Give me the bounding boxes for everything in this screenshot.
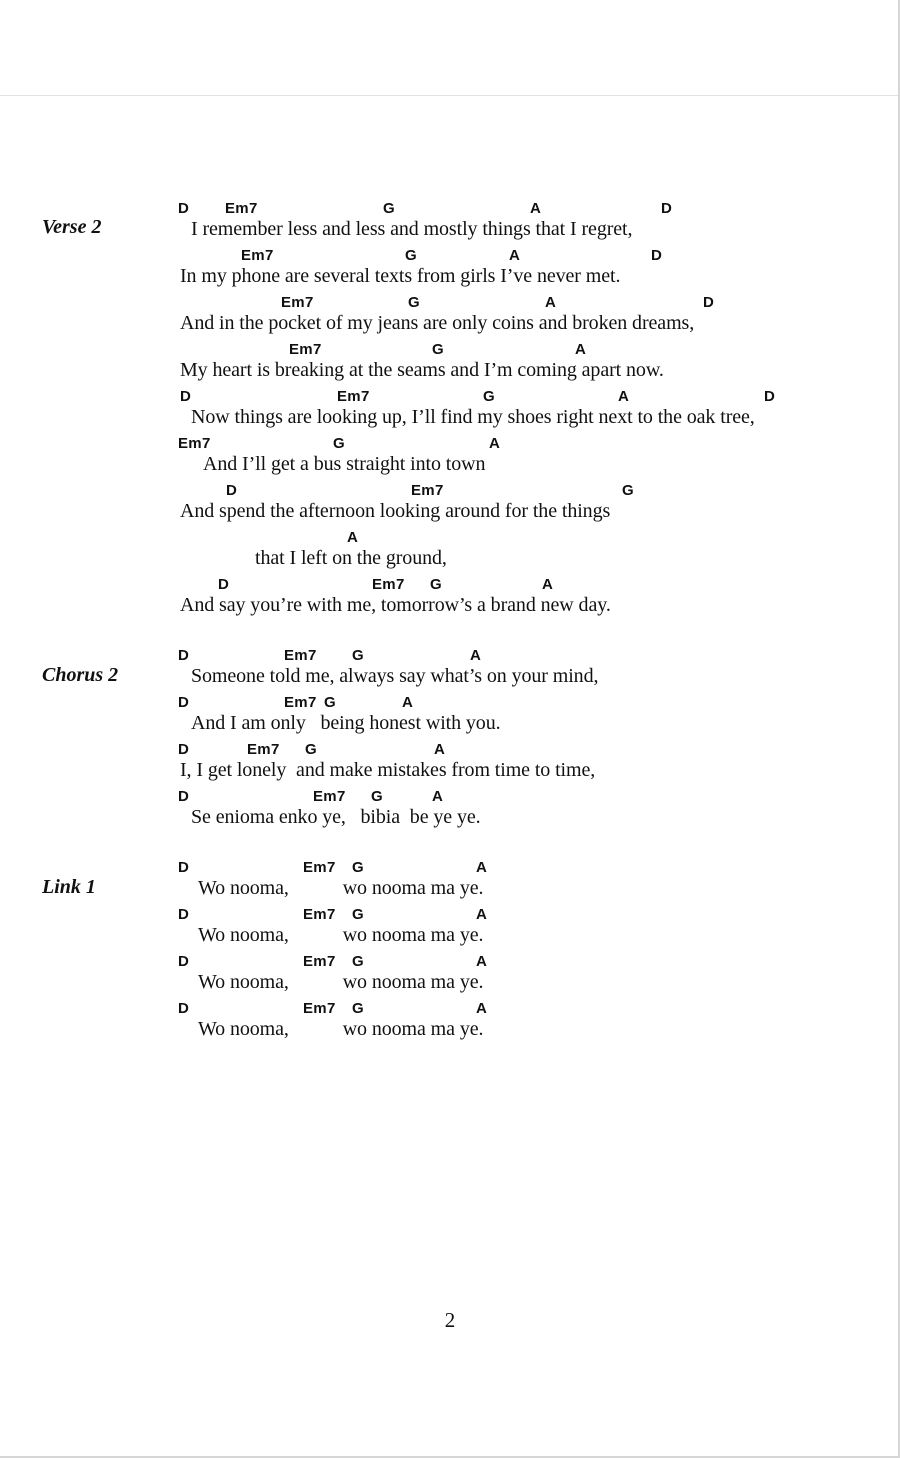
- chord: A: [476, 953, 488, 970]
- chord: Em7: [303, 859, 336, 876]
- chord: A: [618, 388, 630, 405]
- section-label-verse-2: Verse 2: [42, 216, 102, 238]
- chord: A: [476, 859, 488, 876]
- chord: D: [764, 388, 776, 405]
- section-label-chorus-2: Chorus 2: [42, 664, 119, 686]
- lyric-line: that I left on the ground,: [255, 547, 447, 569]
- chord: G: [333, 435, 345, 452]
- chord: G: [405, 247, 417, 264]
- lyric-line: My heart is breaking at the seams and I’m coming apart now.: [180, 359, 664, 381]
- chord-row: [0, 788, 900, 808]
- chord: G: [408, 294, 420, 311]
- lyric-line: Wo nooma, wo nooma ma ye.: [198, 924, 484, 946]
- chord: D: [180, 388, 192, 405]
- lyric-line: I, I get lonely and make mistakes from time to time,: [180, 759, 596, 781]
- lyric-line: And spend the afternoon looking around for the things: [180, 500, 611, 522]
- lyric-line: Wo nooma, wo nooma ma ye.: [198, 1018, 484, 1040]
- chord-row: [0, 247, 900, 267]
- chord: Em7: [247, 741, 280, 758]
- section-label-link-1: Link 1: [42, 876, 96, 898]
- lyric-line: And say you’re with me, tomorrow’s a brand new day.: [180, 594, 611, 616]
- chord: G: [371, 788, 383, 805]
- chord: G: [305, 741, 317, 758]
- chord-row: [0, 482, 900, 502]
- chord: G: [352, 1000, 364, 1017]
- chord: A: [470, 647, 482, 664]
- chord: A: [575, 341, 587, 358]
- chord: G: [352, 906, 364, 923]
- chord: D: [218, 576, 230, 593]
- chord: Em7: [303, 1000, 336, 1017]
- chord: D: [178, 788, 190, 805]
- chord: A: [347, 529, 359, 546]
- chord-row: [0, 388, 900, 408]
- chord-row: [0, 435, 900, 455]
- chord: Em7: [303, 953, 336, 970]
- chord: D: [226, 482, 238, 499]
- chord: D: [661, 200, 673, 217]
- chord: G: [352, 953, 364, 970]
- chord-row: [0, 906, 900, 926]
- chord-row: [0, 1000, 900, 1020]
- chord-row: [0, 694, 900, 714]
- chord: G: [324, 694, 336, 711]
- lyric-line: Wo nooma, wo nooma ma ye.: [198, 971, 484, 993]
- chord: D: [651, 247, 663, 264]
- chord: G: [622, 482, 634, 499]
- chord: Em7: [411, 482, 444, 499]
- chord: D: [703, 294, 715, 311]
- chord: A: [432, 788, 444, 805]
- chord: A: [530, 200, 542, 217]
- chord: D: [178, 200, 190, 217]
- chord-row: [0, 200, 900, 220]
- chord: Em7: [225, 200, 258, 217]
- chord-row: [0, 529, 900, 549]
- chord: Em7: [303, 906, 336, 923]
- chord: A: [542, 576, 554, 593]
- chord: G: [430, 576, 442, 593]
- chord: A: [434, 741, 446, 758]
- chord: Em7: [337, 388, 370, 405]
- chord: D: [178, 859, 190, 876]
- chord: A: [489, 435, 501, 452]
- chord-row: [0, 294, 900, 314]
- chord: A: [509, 247, 521, 264]
- chord: G: [432, 341, 444, 358]
- chord: Em7: [289, 341, 322, 358]
- chord: D: [178, 953, 190, 970]
- chord: A: [476, 906, 488, 923]
- chord: A: [545, 294, 557, 311]
- lyric-line: I remember less and less and mostly things that I regret,: [191, 218, 633, 240]
- chord: G: [383, 200, 395, 217]
- lyric-line: And in the pocket of my jeans are only coins and broken dreams,: [180, 312, 695, 334]
- chord-row: [0, 741, 900, 761]
- chord: Em7: [178, 435, 211, 452]
- chord: G: [352, 647, 364, 664]
- lyric-line: Now things are looking up, I’ll find my shoes right next to the oak tree,: [191, 406, 755, 428]
- lyric-line: Someone told me, always say what’s on your mind,: [191, 665, 599, 687]
- lyric-line: In my phone are several texts from girls I’ve never met.: [180, 265, 621, 287]
- chord: Em7: [281, 294, 314, 311]
- chord: Em7: [313, 788, 346, 805]
- lyric-line: Se enioma enko ye, bibia be ye ye.: [191, 806, 481, 828]
- chord: D: [178, 741, 190, 758]
- chord: A: [402, 694, 414, 711]
- chord: Em7: [372, 576, 405, 593]
- chord-row: [0, 576, 900, 596]
- chord: A: [476, 1000, 488, 1017]
- chord: D: [178, 647, 190, 664]
- page-number: 2: [444, 1308, 456, 1332]
- chord: Em7: [284, 694, 317, 711]
- chord: D: [178, 906, 190, 923]
- chord: Em7: [284, 647, 317, 664]
- chord: G: [483, 388, 495, 405]
- chord: G: [352, 859, 364, 876]
- chord: Em7: [241, 247, 274, 264]
- chord: D: [178, 1000, 190, 1017]
- chord-row: [0, 953, 900, 973]
- chord-row: [0, 341, 900, 361]
- header-divider: [0, 95, 898, 96]
- chord-row: [0, 859, 900, 879]
- lyric-line: And I am only being honest with you.: [191, 712, 501, 734]
- lyric-line: Wo nooma, wo nooma ma ye.: [198, 877, 484, 899]
- lyric-line: And I’ll get a bus straight into town: [203, 453, 486, 475]
- chord: D: [178, 694, 190, 711]
- chord-row: [0, 647, 900, 667]
